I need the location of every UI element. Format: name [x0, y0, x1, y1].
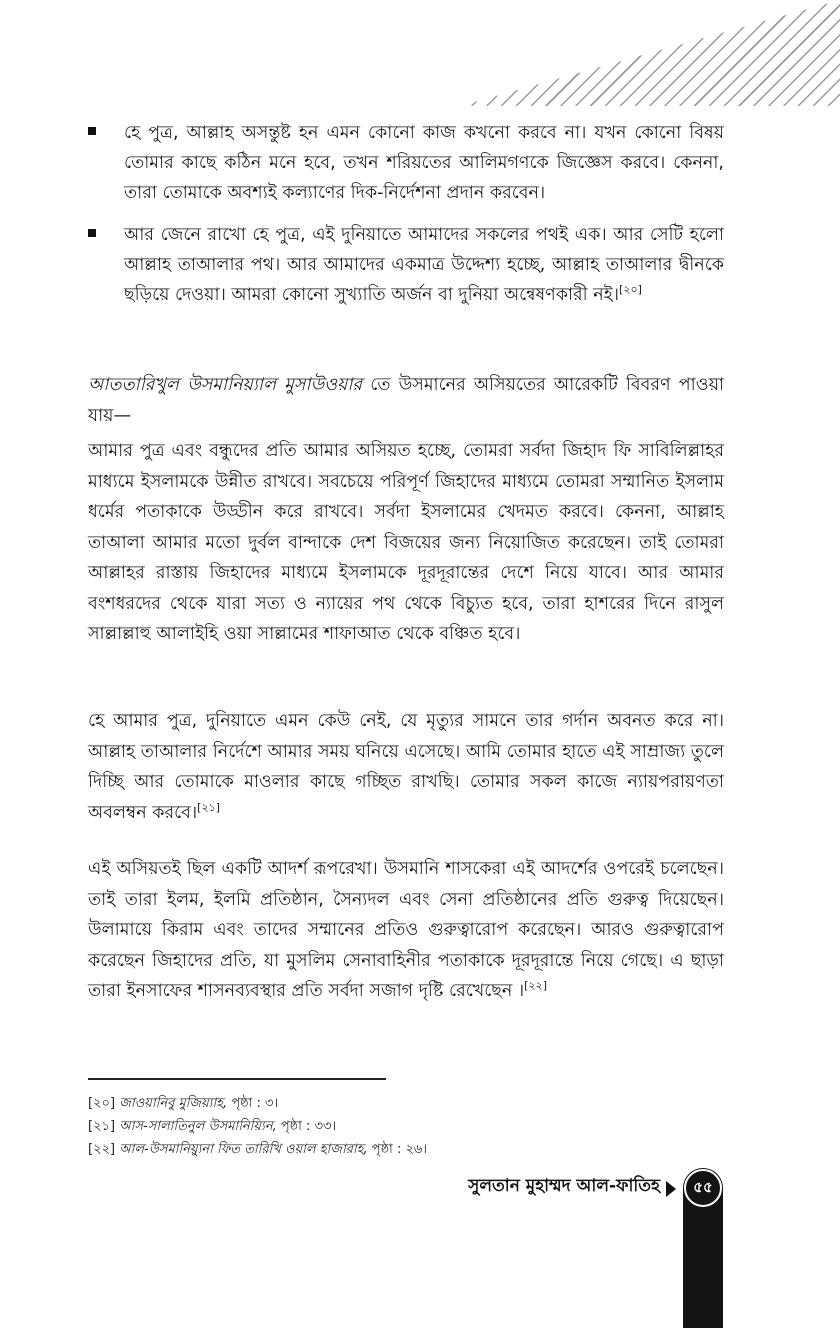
intro-paragraph — [88, 370, 724, 431]
outline-paragraph-text: এই অসিয়তই ছিল একটি আদর্শ রূপরেখা। উসমানি শাসকেরা এই আদর্শের ওপরেই চলেছেন। তাই তারা ইলম, ইলমি প্রতিষ্ঠান, সৈন্যদল এবং সেনা প্রতিষ্ঠানের প্রতি গুরুত্ব দিয়েছেন। উলামায়ে কিরাম এবং তাদের সম্মানের প্রতিও গুরুত্বারোপ করেছেন। আরও গুরুত্বারোপ করেছেন জিহাদের প্রতি, যা মুসলিম সেনাবাহিনীর পতাকাকে দূরদূরান্তে নিয়ে গেছে। এ ছাড়া তারা ইনসাফের শাসনব্যবস্থার প্রতি সর্বদা সজাগ দৃষ্টি রেখেছেন । — [88, 859, 724, 1001]
decorative-hatch-pattern — [460, 0, 840, 106]
footnote-number: [২০] — [88, 1096, 116, 1111]
footnote-ref[interactable]: [২০] — [619, 283, 642, 297]
footnote — [88, 1138, 648, 1161]
footnote-page: পৃষ্ঠা : ৩। — [227, 1096, 279, 1111]
footnote — [88, 1115, 648, 1138]
footnote-number: [২২] — [88, 1142, 116, 1157]
will-paragraph: আমার পুত্র এবং বন্ধুদের প্রতি আমার অসিয়ত হচ্ছে, তোমরা সর্বদা জিহাদ ফি সাবিলিল্লাহর মাধ্যমে ইসলামকে উন্নীত রাখবে। সবচেয়ে পরিপূর্ণ জিহাদের মাধ্যমে তোমরা সম্মানিত ইসলাম ধর্মের পতাকাকে উড্ডীন করে রাখবে। সর্বদা ইসলামের খেদমত করবে। কেননা, আল্লাহ তাআলা আমার মতো দুর্বল বান্দাকে দেশ বিজয়ের জন্য নিয়োজিত করেছেন। তাই তোমরা আল্লাহর রাস্তায় জিহাদের মাধ্যমে ইসলামকে দূরদূরান্তের দেশে নিয়ে যাবে। আর আমার বংশধরদের থেকে যারা সত্য ও ন্যায়ের পথ থেকে বিচ্যুত হবে, তারা হাশরের দিনে রাসুল সাল্লাল্লাহু আলাইহি ওয়া সাল্লামের শাফাআত থেকে বঞ্চিত হবে। — [88, 441, 724, 644]
triangle-right-icon — [666, 1181, 676, 1197]
footnote-page: পৃষ্ঠা : ৩৩। — [276, 1119, 337, 1134]
bullet-item — [88, 220, 724, 310]
son-paragraph — [88, 706, 724, 828]
bullet-square-icon — [88, 229, 96, 237]
bullet-list — [88, 118, 724, 322]
bullet-item — [88, 118, 724, 208]
footnote-divider — [88, 1078, 386, 1080]
intro-text: তে উসমানের অসিয়তের আরেকটি বিবরণ পাওয়া যায়— — [88, 375, 724, 426]
page-number: ৫৫ — [684, 1169, 722, 1207]
book-reference-italic: আততারিখুল উসমানিয়্যাল মুসাউওয়ার — [88, 375, 363, 395]
footnote-page: পৃষ্ঠা : ২৬। — [367, 1142, 428, 1157]
outline-paragraph — [88, 854, 724, 1007]
bullet-text: আর জেনে রাখো হে পুত্র, এই দুনিয়াতে আমাদের সকলের পথই এক। আর সেটি হলো আল্লাহ তাআলার পথ। আর আমাদের একমাত্র উদ্দেশ্য হচ্ছে, আল্লাহ তাআলার দ্বীনকে ছড়িয়ে দেওয়া। আমরা কোনো সুখ্যাতি অর্জন বা দুনিয়া অন্বেষণকারী নই। — [124, 225, 724, 305]
footnote-number: [২১] — [88, 1119, 116, 1134]
footnote — [88, 1092, 648, 1115]
footnote-title: আস-সালাতিনুল উসমানিয়্যিন, — [119, 1119, 277, 1134]
footnote-ref[interactable]: [২১] — [197, 800, 221, 814]
footnote-title: আল-উসমানিয়্যুনা ফিত তারিখি ওয়াল হাজারাহ, — [119, 1142, 368, 1157]
son-paragraph-text: হে আমার পুত্র, দুনিয়াতে এমন কেউ নেই, যে মৃত্যুর সামনে তার গর্দান অবনত করে না। আল্লাহ তাআলার নির্দেশে আমার সময় ঘনিয়ে এসেছে। আমি তোমার হাতে এই সাম্রাজ্য তুলে দিচ্ছি আর তোমাকে মাওলার কাছে গচ্ছিত রাখছি। তোমার সকল কাজে ন্যায়পরায়ণতা অবলম্বন করবে। — [88, 711, 724, 823]
bullet-square-icon — [88, 127, 96, 135]
footnote-title: জাওয়ানিবু মুজিয়্যাহ, — [119, 1096, 228, 1111]
running-footer-title: সুলতান মুহাম্মদ আল-ফাতিহ — [468, 1176, 660, 1196]
footnote-ref[interactable]: [২২] — [524, 979, 548, 993]
footnotes — [88, 1092, 648, 1161]
bullet-text: হে পুত্র, আল্লাহ অসন্তুষ্ট হন এমন কোনো কাজ কখনো করবে না। যখন কোনো বিষয় তোমার কাছে কঠিন মনে হবে, তখন শরিয়তের আলিমগণকে জিজ্ঞেস করবে। কেননা, তারা তোমাকে অবশ্যই কল্যাণের দিক-নির্দেশনা প্রদান করবেন। — [124, 123, 724, 203]
